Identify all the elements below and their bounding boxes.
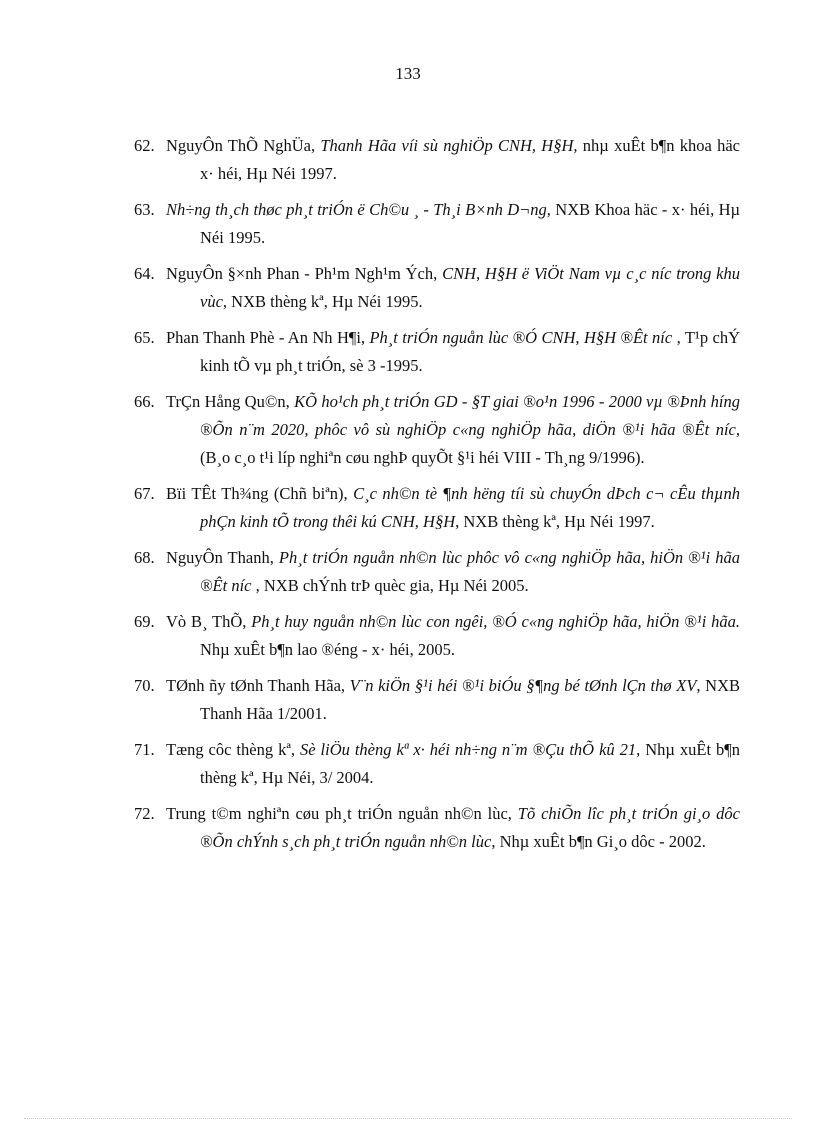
reference-title: CNH, H§H ë ViÖt Nam vµ c¸c níc trong khu vùc	[200, 264, 740, 311]
reference-text: , T¹p chÝ kinh tÕ vµ ph¸t triÓn, sè 3 -1995.	[200, 328, 741, 375]
reference-number: 72.	[134, 804, 155, 823]
reference-title: V¨n kiÖn §¹i héi ®¹i biÓu §¶ng bé tØnh lÇn thø XV	[349, 676, 697, 695]
reference-text: Bïi TÊt Th¾ng (Chñ biªn),	[166, 484, 354, 503]
reference-item	[134, 480, 740, 536]
reference-number: 67.	[134, 484, 155, 503]
reference-item	[134, 196, 740, 252]
reference-title: Nh÷ng th¸ch thøc ph¸t triÓn ë Ch©u ¸ - Th¸i B×nh D¬ng,	[166, 200, 551, 219]
reference-text: NXB Khoa häc - x· héi, Hµ Néi 1995.	[200, 200, 740, 247]
reference-text: NguyÔn ThÕ NghÜa,	[166, 136, 321, 155]
reference-text: NguyÔn Thanh,	[166, 548, 279, 567]
reference-text: Tæng côc thèng kª,	[166, 740, 300, 759]
reference-title: Tõ chiÕn lîc ph¸t triÓn gi¸o dôc ®Õn chÝnh s¸ch ph¸t triÓn nguån nh©n lùc	[200, 804, 740, 851]
reference-number: 66.	[134, 392, 155, 411]
reference-text: NguyÔn §×nh Phan - Ph¹m Ngh¹m Ých,	[166, 264, 443, 283]
reference-text: Trung t©m nghiªn cøu ph¸t triÓn nguån nh©n lùc,	[166, 804, 518, 823]
reference-number: 65.	[134, 328, 155, 347]
reference-item	[134, 544, 740, 600]
reference-item	[134, 608, 740, 664]
reference-text: , NXB chÝnh trÞ quèc gia, Hµ Néi 2005.	[251, 576, 529, 595]
reference-title: Ph¸t triÓn nguån nh©n lùc phôc vô c«ng nghiÖp hãa, hiÖn ®¹i hãa ®Êt níc	[200, 548, 740, 595]
reference-text: , Nhµ xuÊt b¶n Gi¸o dôc - 2002.	[491, 832, 706, 851]
reference-item	[134, 736, 740, 792]
reference-text: TrÇn Hång Qu©n,	[166, 392, 295, 411]
reference-title: C¸c nh©n tè ¶nh hëng tíi sù chuyÓn dÞch c¬ cÊu thµnh phÇn kinh tÕ trong thêi kú CNH, H§H	[200, 484, 740, 531]
reference-number: 69.	[134, 612, 155, 631]
reference-number: 63.	[134, 200, 155, 219]
reference-list	[134, 132, 740, 864]
reference-number: 68.	[134, 548, 155, 567]
reference-item	[134, 672, 740, 728]
reference-text: (B¸o c¸o t¹i líp nghiªn cøu nghÞ quyÕt §¹i héi VIII - Th¸ng 9/1996).	[200, 448, 645, 467]
reference-number: 62.	[134, 136, 155, 155]
reference-title: Thanh Hãa víi sù nghiÖp CNH, H§H,	[320, 136, 578, 155]
reference-item	[134, 388, 740, 472]
reference-item	[134, 800, 740, 856]
reference-item	[134, 260, 740, 316]
reference-text: , NXB Thanh Hãa 1/2001.	[200, 676, 740, 723]
reference-item	[134, 132, 740, 188]
reference-item	[134, 324, 740, 380]
reference-title: Ph¸t huy nguån nh©n lùc con ngêi, ®Ó c«ng nghiÖp hãa, hiÖn ®¹i hãa.	[251, 612, 740, 631]
reference-text: , NXB thèng kª, Hµ Néi 1995.	[222, 292, 423, 311]
reference-text: nhµ xuÊt b¶n khoa häc x· héi, Hµ Néi 1997.	[200, 136, 740, 183]
reference-number: 71.	[134, 740, 155, 759]
reference-number: 70.	[134, 676, 155, 695]
reference-title: Sè liÖu thèng kª x· héi nh÷ng n¨m ®Çu thÕ kû 21	[299, 740, 637, 759]
reference-text: Vò B¸ ThÕ,	[166, 612, 252, 631]
page-number: 133	[395, 64, 421, 83]
reference-text: Phan Thanh Phè - An Nh H¶i,	[166, 328, 370, 347]
reference-number: 64.	[134, 264, 155, 283]
footer-divider	[24, 1118, 792, 1119]
reference-text: , Nhµ xuÊt b¶n thèng kª, Hµ Néi, 3/ 2004.	[200, 740, 740, 787]
reference-text: TØnh ñy tØnh Thanh Hãa,	[166, 676, 350, 695]
reference-text: Nhµ xuÊt b¶n lao ®éng - x· héi, 2005.	[200, 640, 455, 659]
reference-title: KÕ ho¹ch ph¸t triÓn GD - §T giai ®o¹n 1996 - 2000 vµ ®Þnh híng ®Õn n¨m 2020, phôc vô sù nghiÖp c«ng nghiÖp hãa, diÖn ®¹i hãa ®Êt níc,	[200, 392, 740, 439]
reference-title: Ph¸t triÓn nguån lùc ®Ó CNH, H§H ®Êt níc	[369, 328, 673, 347]
reference-text: , NXB thèng kª, Hµ Néi 1997.	[455, 512, 655, 531]
